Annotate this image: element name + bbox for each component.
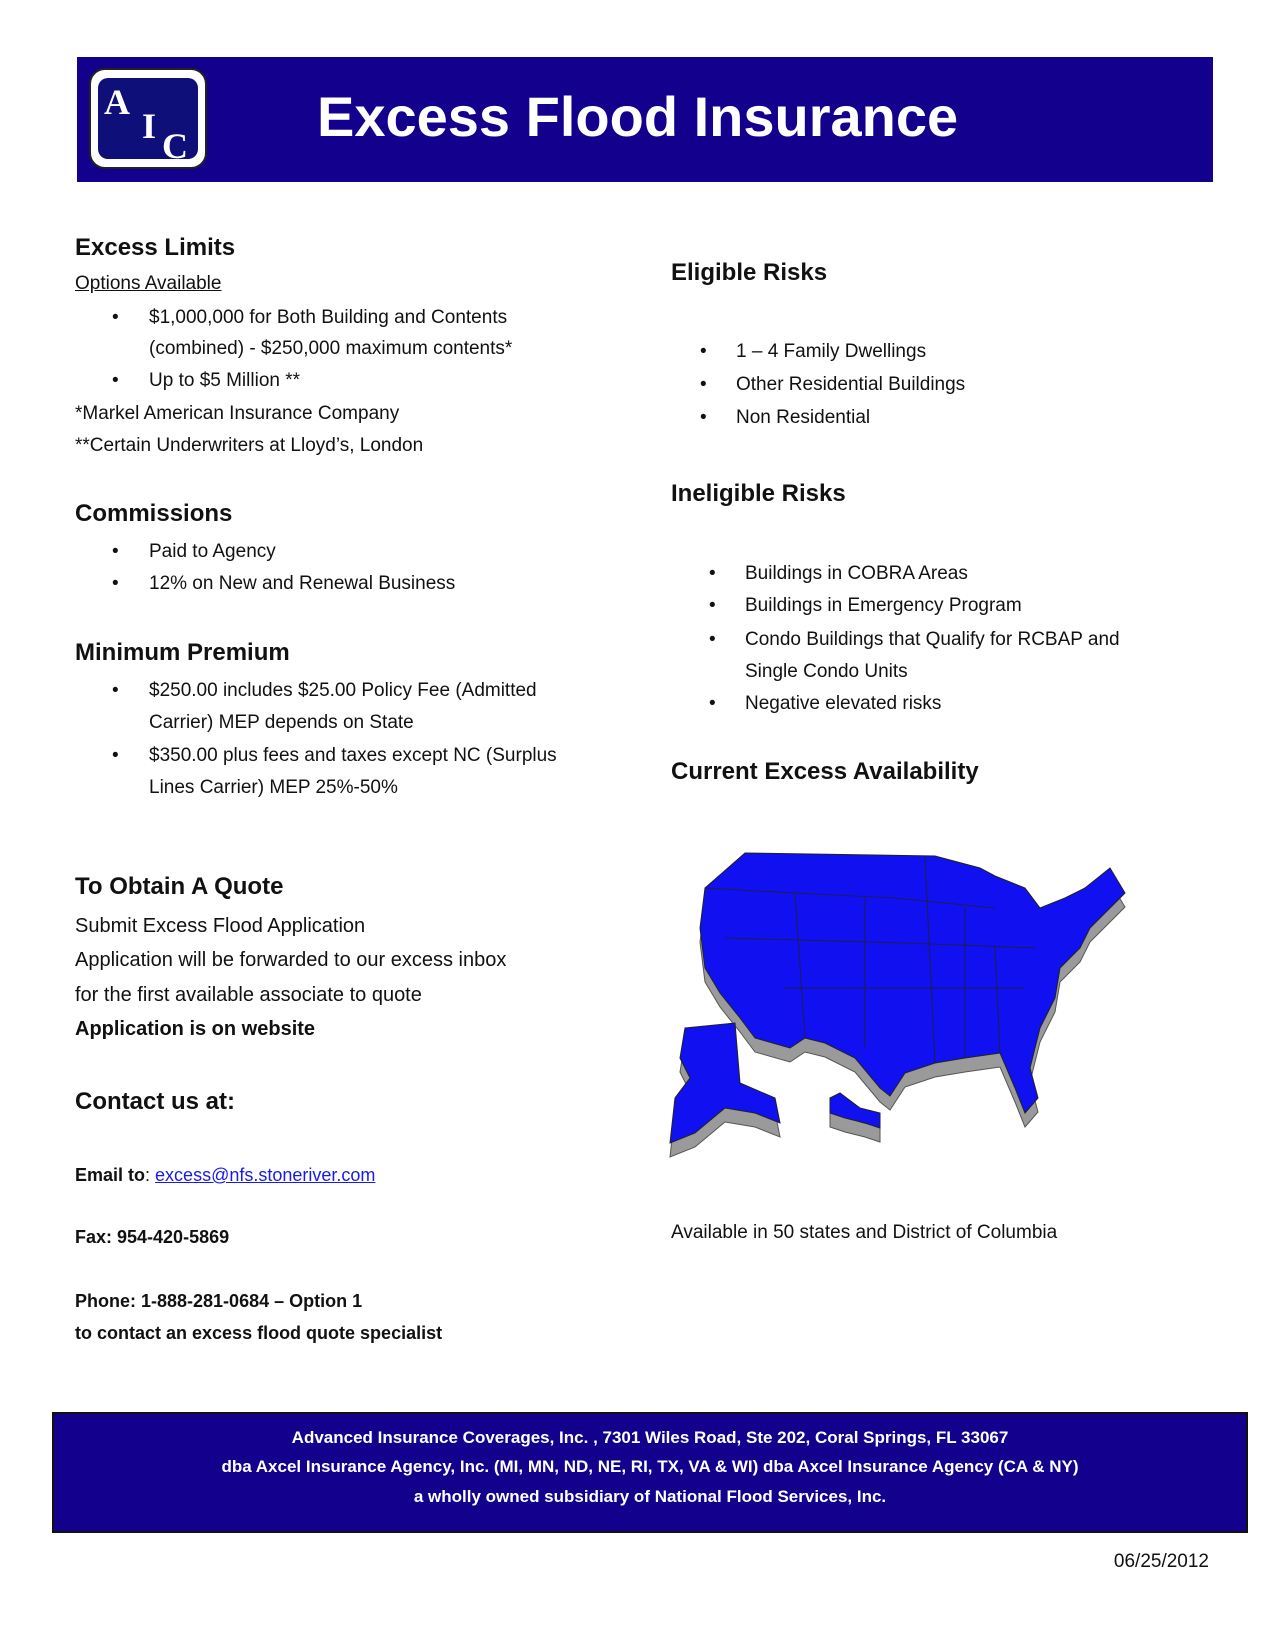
list-item: Paid to Agency xyxy=(149,541,276,562)
logo-letter: C xyxy=(162,126,188,166)
excess-limits-heading: Excess Limits xyxy=(75,234,236,261)
email-label: Email to xyxy=(75,1165,146,1185)
list-item: Non Residential xyxy=(736,407,871,428)
bullet: • xyxy=(709,595,716,616)
document-date: 06/25/2012 xyxy=(1113,1551,1209,1572)
bullet: • xyxy=(709,693,716,714)
list-item: 12% on New and Renewal Business xyxy=(149,573,456,594)
list-item: Lines Carrier) MEP 25%-50% xyxy=(149,777,398,798)
bullet: • xyxy=(700,374,707,395)
list-item: Condo Buildings that Qualify for RCBAP and xyxy=(745,629,1120,650)
bullet: • xyxy=(700,341,707,362)
phone-note: to contact an excess flood quote specialist xyxy=(75,1323,443,1343)
email-separator: : xyxy=(145,1165,151,1185)
bullet: • xyxy=(112,573,119,594)
note: **Certain Underwriters at Lloyd’s, London xyxy=(75,435,424,456)
bullet: • xyxy=(112,745,119,766)
eligible-risks-heading: Eligible Risks xyxy=(671,259,828,286)
bullet: • xyxy=(112,307,119,328)
phone-number: Phone: 1-888-281-0684 – Option 1 xyxy=(75,1291,363,1311)
logo-letter: I xyxy=(142,106,157,146)
footer-banner xyxy=(52,1412,1248,1533)
list-item: $1,000,000 for Both Building and Contents xyxy=(149,307,508,328)
page-title: Excess Flood Insurance xyxy=(317,85,959,148)
list-item: $350.00 plus fees and taxes except NC (Surplus xyxy=(149,745,557,766)
list-item: Carrier) MEP depends on State xyxy=(149,712,414,733)
list-item: Negative elevated risks xyxy=(745,693,942,714)
email-line xyxy=(75,1159,375,1191)
fax-number: Fax: 954-420-5869 xyxy=(75,1227,230,1247)
list-item: Buildings in COBRA Areas xyxy=(745,563,968,584)
bullet: • xyxy=(709,563,716,584)
website-note: Application is on website xyxy=(75,1018,316,1040)
bullet: • xyxy=(700,407,707,428)
list-item: Other Residential Buildings xyxy=(736,374,966,395)
quote-text: for the first available associate to quote xyxy=(75,984,422,1006)
bullet: • xyxy=(112,541,119,562)
commissions-heading: Commissions xyxy=(75,500,233,527)
quote-heading: To Obtain A Quote xyxy=(75,873,284,900)
header-banner xyxy=(77,57,1213,182)
minimum-premium-heading: Minimum Premium xyxy=(75,639,290,666)
footer-line: Advanced Insurance Coverages, Inc. , 7301 Wiles Road, Ste 202, Coral Springs, FL 33067 xyxy=(291,1428,1009,1447)
contact-heading: Contact us at: xyxy=(75,1088,236,1115)
bullet: • xyxy=(112,680,119,701)
list-item: Up to $5 Million ** xyxy=(149,370,301,391)
bullet: • xyxy=(709,629,716,650)
list-item: (combined) - $250,000 maximum contents* xyxy=(149,338,513,359)
ineligible-risks-heading: Ineligible Risks xyxy=(671,480,846,507)
bullet: • xyxy=(112,370,119,391)
email-link[interactable]: excess@nfs.stoneriver.com xyxy=(155,1165,376,1185)
list-item: Buildings in Emergency Program xyxy=(745,595,1022,616)
us-availability-map xyxy=(665,848,1165,1168)
footer-line: dba Axcel Insurance Agency, Inc. (MI, MN, ND, NE, RI, TX, VA & WI) dba Axcel Insurance Agency (CA & NY) xyxy=(221,1457,1079,1476)
quote-text: Submit Excess Flood Application xyxy=(75,915,366,937)
aic-logo xyxy=(89,68,207,169)
list-item: 1 – 4 Family Dwellings xyxy=(736,341,927,362)
note: *Markel American Insurance Company xyxy=(75,403,400,424)
footer-line: a wholly owned subsidiary of National Flood Services, Inc. xyxy=(413,1487,887,1506)
quote-text: Application will be forwarded to our excess inbox xyxy=(75,949,507,971)
list-item: Single Condo Units xyxy=(745,661,908,682)
availability-heading: Current Excess Availability xyxy=(671,758,979,785)
availability-caption: Available in 50 states and District of Columbia xyxy=(671,1222,1058,1243)
options-available-label: Options Available xyxy=(75,273,222,294)
list-item: $250.00 includes $25.00 Policy Fee (Admitted xyxy=(149,680,537,701)
logo-letter: A xyxy=(104,82,130,122)
